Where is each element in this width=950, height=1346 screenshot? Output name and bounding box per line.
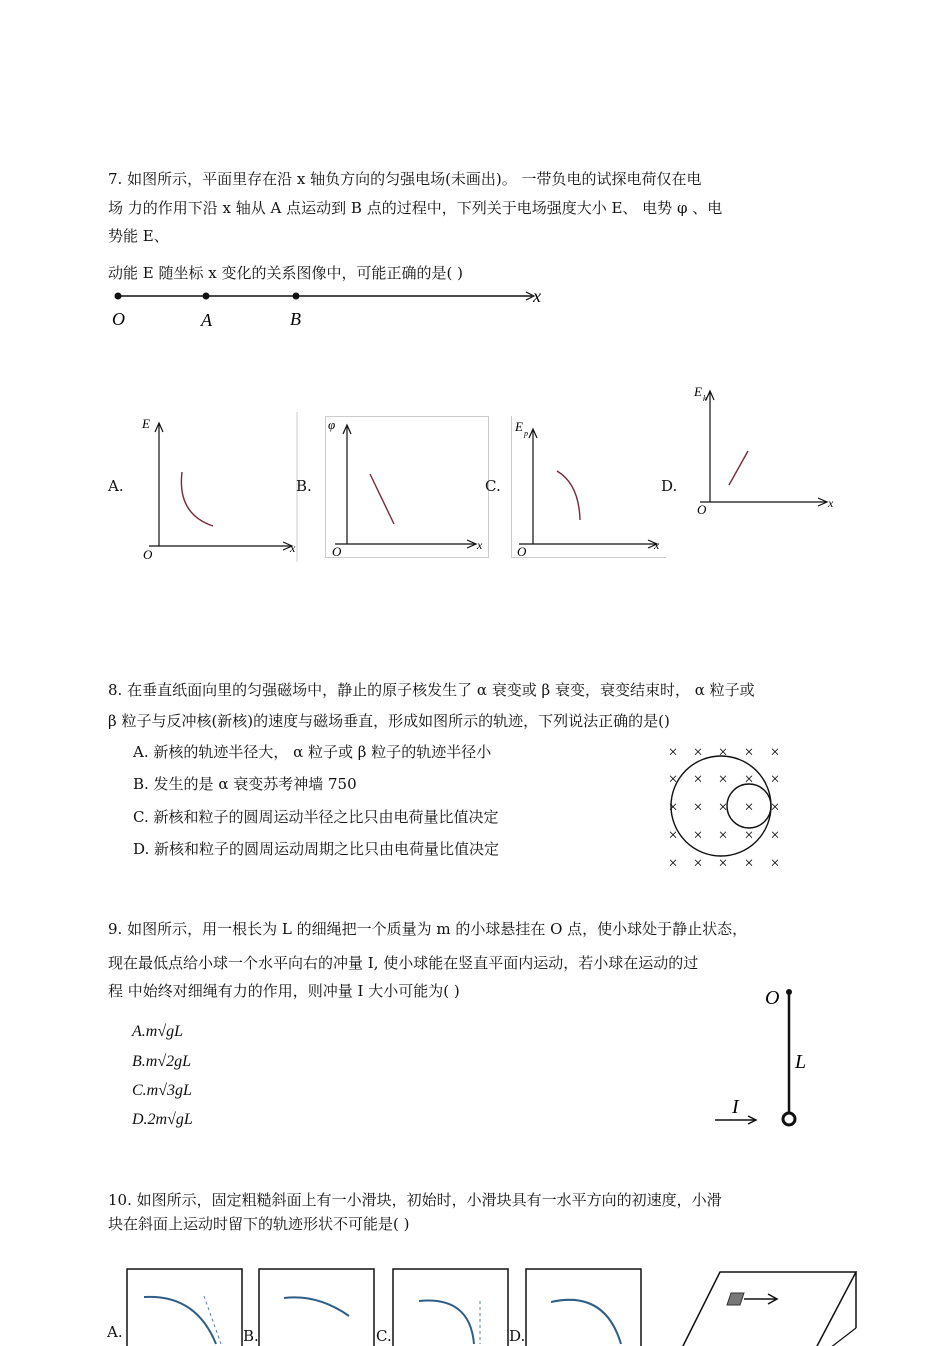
q8-option-b[interactable]: B. 发生的是 α 衰变苏考神墙 750 [133,775,357,793]
q7-stem-line2: 场 力的作用下沿 x 轴从 A 点运动到 B 点的过程中，下列关于电场强度大小 E、 电势 φ 、电 [108,199,723,217]
q8-option-a[interactable]: A. 新核的轨迹半径大， α 粒子或 β 粒子的轨迹半径小 [133,743,492,761]
q10-stem-line2: 块在斜面上运动时留下的轨迹形状不可能是( ) [108,1215,410,1233]
q7-option-a-letter[interactable]: A. [108,477,124,495]
q7-b-y-label: φ [328,417,336,432]
q7-stem-line1: 7. 如图所示，平面里存在沿 x 轴负方向的匀强电场(未画出)。 一带负电的试探电荷仅在电 [108,170,702,188]
q7-d-y-sub: k [703,394,707,403]
q7-point-b-label: B [290,309,301,329]
q9-stem-line3: 程 中始终对细绳有力的作用，则冲量 I 大小可能为( ) [108,982,460,1000]
q9-option-c[interactable]: C.m√3gL [132,1082,192,1099]
field-cross-mark: × [770,771,780,788]
field-cross-mark: × [693,771,703,788]
q9-option-d[interactable]: D.2m√gL [132,1111,193,1128]
q7-option-d-letter[interactable]: D. [661,477,678,495]
q10-option-c-letter[interactable]: C. [376,1327,392,1345]
q7-stem-line3: 势能 E、 [108,227,169,245]
field-cross-mark: × [693,799,703,816]
field-cross-mark: × [744,771,754,788]
field-cross-mark: × [770,827,780,844]
q7-a-x-label: x [290,541,296,555]
q10-option-d-trajectory [525,1268,643,1344]
field-cross-mark: × [744,827,754,844]
q10-option-c-trajectory [392,1268,510,1344]
q9-option-b[interactable]: B.m√2gL [132,1053,192,1070]
q7-c-origin: O [517,544,527,559]
q9-option-a[interactable]: A.m√gL [132,1023,184,1040]
q8-stem-line2: β 粒子与反冲核(新核)的速度与磁场垂直，形成如图所示的轨迹，下列说法正确的是() [108,712,670,730]
field-cross-mark: × [770,799,780,816]
q8-magnetic-field-figure [660,740,790,872]
q10-option-a-trajectory [126,1268,244,1344]
q7-c-y-label: E [515,419,523,434]
q7-option-b-letter[interactable]: B. [296,477,312,495]
field-cross-mark: × [744,799,754,816]
q10-option-b-trajectory [258,1268,376,1344]
field-cross-mark: × [770,855,780,872]
field-cross-mark: × [693,855,703,872]
field-cross-mark: × [770,744,780,761]
q7-option-c-letter[interactable]: C. [485,477,501,495]
q9-stem-line2: 现在最低点给小球一个水平向右的冲量 I, 使小球能在竖直平面内运动，若小球在运动的过 [108,954,699,972]
field-cross-mark: × [718,827,728,844]
q7-point-o-label: O [112,309,125,329]
q7-b-x-label: x [477,538,483,552]
q7-c-y-sub: p [524,429,528,438]
field-cross-mark: × [718,771,728,788]
field-cross-mark: × [744,744,754,761]
field-cross-mark: × [718,744,728,761]
field-cross-mark: × [718,799,728,816]
field-cross-mark: × [744,855,754,872]
q7-a-y-label: E [142,416,150,431]
q10-stem-line1: 10. 如图所示，固定粗糙斜面上有一小滑块，初始时，小滑块具有一水平方向的初速度，小滑 [108,1191,722,1209]
q9-fig-o-label: O [765,987,780,1009]
q7-stem-line4: 动能 E 随坐标 x 变化的关系图像中，可能正确的是( ) [108,264,463,282]
q9-fig-l-label: L [795,1051,807,1073]
q9-fig-i-label: I [732,1096,739,1118]
q10-incline-figure [680,1268,860,1344]
field-cross-mark: × [693,744,703,761]
q7-axis-figure [100,280,560,335]
q7-d-x-label: x [828,496,834,510]
field-cross-mark: × [668,827,678,844]
q7-option-a-graph [135,412,300,562]
q7-point-a-label: A [201,310,212,330]
q7-c-x-label: x [654,538,660,552]
q7-b-origin: O [332,544,342,559]
q8-stem-line1: 8. 在垂直纸面向里的匀强磁场中，静止的原子核发生了 α 衰变或 β 衰变，衰变结束时， α 粒子或 [108,681,755,699]
q10-option-d-letter[interactable]: D. [509,1327,526,1345]
field-cross-mark: × [668,799,678,816]
q7-option-c-graph [511,416,666,559]
field-cross-mark: × [718,855,728,872]
q9-stem-line1: 9. 如图所示，用一根长为 L 的细绳把一个质量为 m 的小球悬挂在 O 点，使小球处于静止状态， [108,920,748,938]
field-cross-mark: × [668,855,678,872]
field-cross-mark: × [668,771,678,788]
q9-pendulum-figure [705,982,825,1132]
q7-option-b-graph [325,416,490,559]
q7-x-axis-label: x [533,286,541,306]
q7-option-d-graph [690,380,850,520]
q7-d-y-label: E [694,384,702,399]
field-cross-mark: × [693,827,703,844]
q10-option-b-letter[interactable]: B. [243,1327,259,1345]
q10-option-a-letter[interactable]: A. [107,1323,123,1341]
field-cross-mark: × [668,744,678,761]
q8-option-d[interactable]: D. 新核和粒子的圆周运动周期之比只由电荷量比值决定 [133,840,500,858]
q8-option-c[interactable]: C. 新核和粒子的圆周运动半径之比只由电荷量比值决定 [133,808,499,826]
q7-a-origin: O [143,547,153,562]
q7-d-origin: O [697,502,707,517]
